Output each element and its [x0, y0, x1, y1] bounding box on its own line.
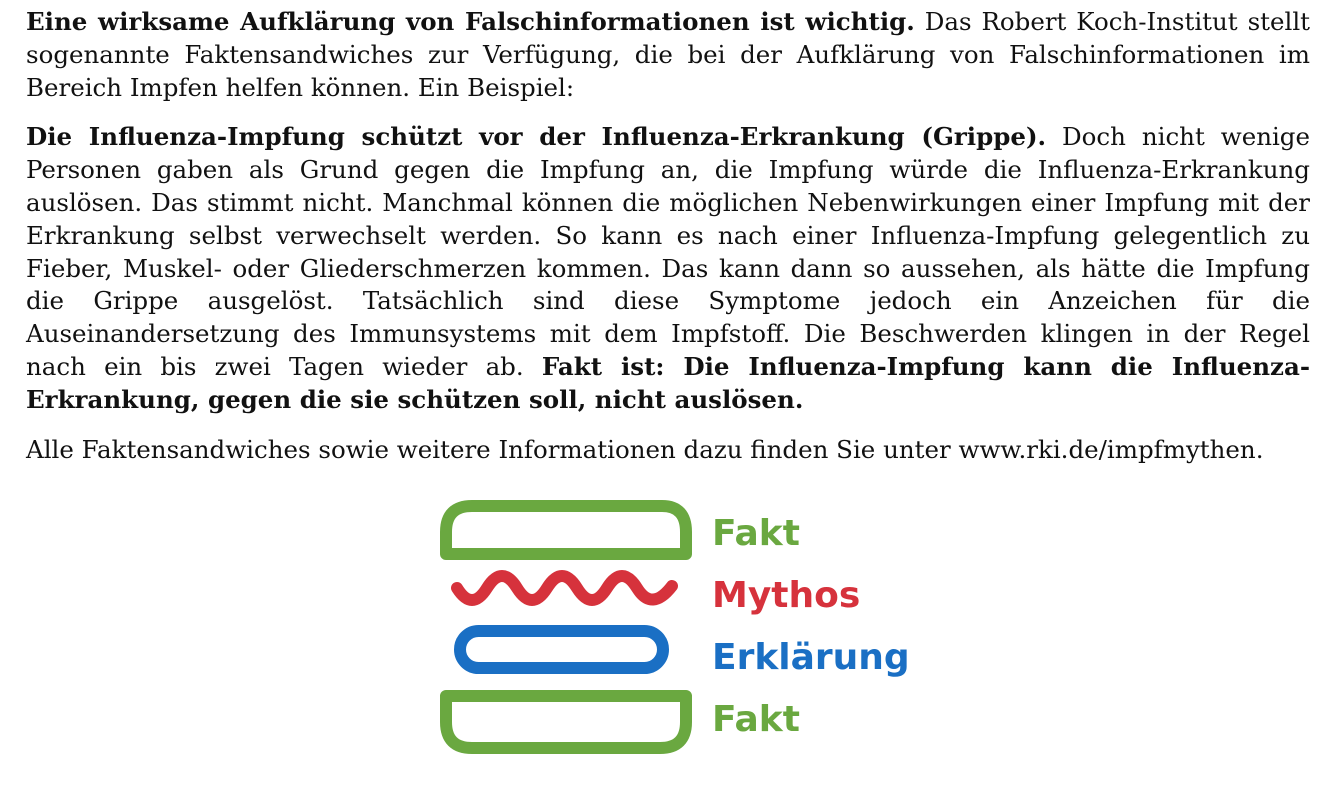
example-lead: Die Influenza-Impfung schützt vor der Influenza-Erkrankung (Grippe). — [26, 122, 1047, 152]
example-text: Doch nicht wenige Personen gaben als Grund gegen die Impfung an, die Impfung würde die Influenza-Erkrankung auslösen. Das stimmt nicht. Manchmal können die möglichen Nebenwirkungen einer Impfung mit der Erkrankung selbst verwechselt werden. So kann es nach einer Influenza-Impfung gelegentlich zu Fieber, Muskel- oder Gliederschmerzen kommen. Das kann dann so aussehen, als hätte die Impfung die Grippe ausgelöst. Tatsächlich sind diese Symptome jedoch ein Anzeichen für die Auseinandersetzung des Immunsystems mit dem Impfstoff. Die Beschwerden klingen in der Regel nach ein bis zwei Tagen wieder ab. — [26, 122, 1310, 381]
label-fact-bottom: Fakt — [712, 699, 800, 740]
document-body — [26, 6, 1310, 466]
label-fact-top: Fakt — [712, 513, 800, 554]
label-myth: Mythos — [712, 575, 861, 616]
top-bun-icon — [446, 506, 686, 554]
example-conclusion: Fakt ist: Die Influenza-Impfung kann die Influenza-Erkrankung, gegen die sie schützen soll, nicht auslösen. — [26, 351, 1311, 414]
intro-paragraph — [26, 6, 1310, 104]
fact-sandwich-graphic — [430, 490, 950, 770]
myth-wave-icon — [457, 576, 672, 600]
explanation-patty-icon — [460, 631, 663, 668]
example-paragraph — [26, 121, 1310, 416]
bottom-bun-icon — [446, 696, 686, 748]
label-explanation: Erklärung — [712, 637, 910, 678]
intro-lead: Eine wirksame Aufklärung von Falschinformationen ist wichtig. — [26, 7, 915, 36]
intro-text: Das Robert Koch-Institut stellt sogenannte Faktensandwiches zur Verfügung, die bei der Aufklärung von Falschinformationen im Bereich Impfen helfen können. Ein Beispiel: — [26, 7, 1311, 102]
reference-paragraph — [26, 434, 1310, 467]
sandwich-icon — [430, 490, 710, 770]
reference-text: Alle Faktensandwiches sowie weitere Informationen dazu finden Sie unter www.rki.de/impfmythen. — [26, 434, 1264, 464]
